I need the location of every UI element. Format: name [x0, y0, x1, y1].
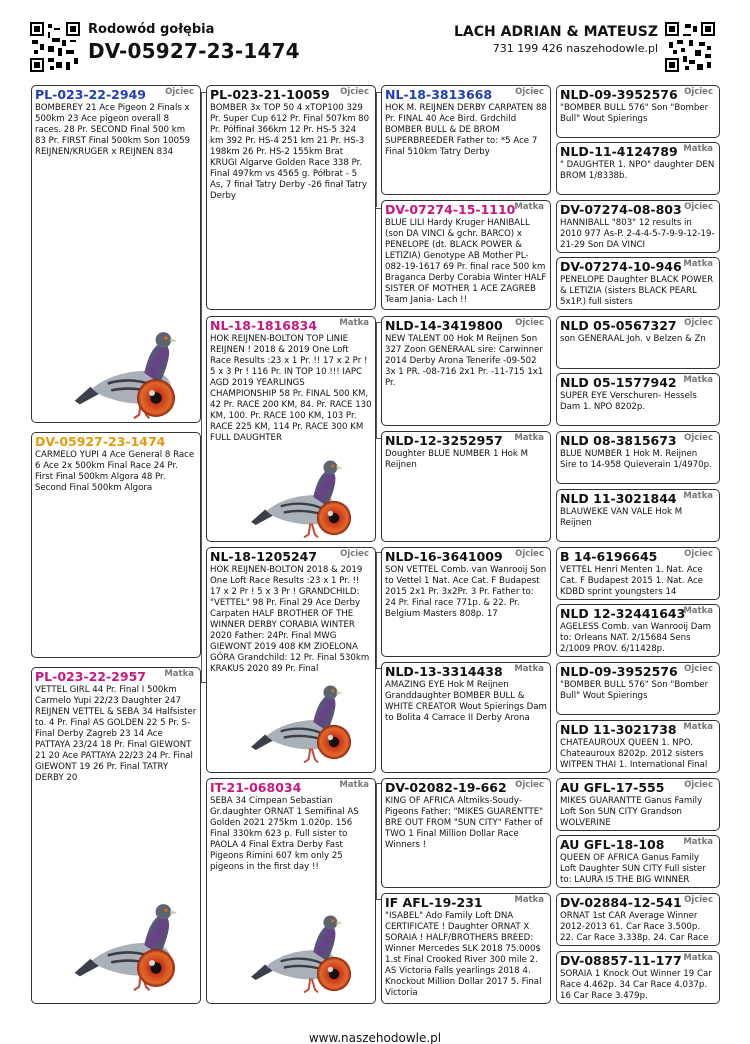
pedigree-tag: Matka	[683, 837, 713, 847]
grandsire-paternal-card[interactable]	[206, 85, 376, 310]
father-info: BOMBEREY 21 Ace Pigeon 2 Finals x 500km 23 Ace pigeon overall 8 races. 28 Pr. SECOND Final 500 km 83 Pr. FIRST Final 500km Son 10059 REIJNEN/KRUGER x REIJNEN 834	[35, 103, 191, 157]
mother-info: VETTEL GIRL 44 Pr. Final I 500km Carmelo Yupi 22/23 Daughter 247 REIJNEN VETTEL & SEBA 34 Halfsister to. 4 Pr. Final AS GOLDEN 22 5 Pr. S-Final Derby Zagreb 23 14 Ace PATTAYA 23/24 18 Pr. Final GIEWONT 21 20 Ace PATTAYA 22/23 24 Pr. Final GIEWONT 19 26 Pr. Final TATRY DERBY 20	[35, 685, 197, 783]
pedigree-ring: NL-18-3813668	[385, 87, 493, 102]
document-title-ring: DV-05927-23-1474	[88, 39, 300, 63]
pedigree-ring: NL-18-1205247	[210, 549, 318, 564]
gen4-card[interactable]	[556, 373, 720, 426]
pedigree-info: " DAUGHTER 1. NPO" daughter DEN BROM 1/8338b.	[560, 160, 715, 181]
pedigree-tag: Matka	[514, 664, 544, 674]
pedigree-tag: Ojciec	[515, 780, 544, 790]
pedigree-tag: Ojciec	[515, 318, 544, 328]
pedigree-info: HOK M. REIJNEN DERBY CARPATEN 88 Pr. FINAL 40 Ace Bird. Grdchild BOMBER BULL & DE BROM SUPERBREEDER Father to: *5 Ace 7 Final 510km Tatry Derby	[385, 103, 547, 157]
gen4-card[interactable]	[556, 835, 720, 888]
gen4-card[interactable]	[556, 662, 720, 715]
pedigree-ring: NLD 11-3021738	[560, 722, 677, 737]
pedigree-ring: NLD-09-3952576	[560, 664, 678, 679]
pedigree-ring: NL-18-1816834	[210, 318, 318, 333]
pedigree-info: BOMBER 3x TOP 50 4 xTOP100 329 Pr. Super Cup 612 Pr. Final 507km 80 Pr. Półfinał 366km 12 Pr. HS-5 324 km 392 Pr. HS-4 251 km 21 Pr. HS-3 198km 26 Pr. HS-2 155km Brat KRUGI Algarve Golden Race 338 Pr. Final 497km vs 4565 g. Półbrat - 5 As, 7 finał Tatry Derby -26 finał Tatry Derby	[210, 103, 370, 201]
gen3-card[interactable]	[381, 200, 551, 310]
pedigree-ring: NLD-13-3314438	[385, 664, 503, 679]
gen3-card[interactable]	[381, 547, 551, 657]
pedigree-ring: IF AFL-19-231	[385, 895, 483, 910]
qr-code-right	[665, 22, 715, 72]
pedigree-tag: Ojciec	[684, 664, 713, 674]
document-subtitle: Rodowód gołębia	[88, 22, 215, 37]
pedigree-tag: Ojciec	[684, 780, 713, 790]
pedigree-info: VETTEL Henri Menten 1. Nat. Ace Cat. F Budapest 2015 1. Nat. Ace KDBD sprint youngsters 14	[560, 565, 703, 597]
pedigree-ring: NLD 11-3021844	[560, 491, 677, 506]
pedigree-info: QUEEN OF AFRICA Ganus Family Loft Daughter SUN CITY Full sister to: LAURA IS THE BIG WINNER	[560, 853, 706, 885]
gen4-card[interactable]	[556, 431, 720, 484]
pedigree-ring: NLD-09-3952576	[560, 87, 678, 102]
pedigree-info: BLAUWEKE VAN VALE Hok M Reijnen	[560, 507, 683, 528]
gen4-card[interactable]	[556, 257, 720, 310]
pedigree-ring: IT-21-068034	[210, 780, 302, 795]
pedigree-info: HANNIBALL "803" 12 results in 2010 977 As-P. 2-4-4-5-7-9-9-12-19-21-29 Son DA VINCI	[560, 218, 715, 250]
pedigree-tag: Matka	[683, 259, 713, 269]
pedigree-info: SON VETTEL Comb. van Wanrooij Son to Vettel 1 Nat. Ace Cat. F Budapest 2015 2x1 Pr. 3x2Pr. 3 Pr. Father to: 24 Pr. Final race 771p. & 22. Pr. Belgium Masters 808p. 17	[385, 565, 547, 619]
pedigree-tag: Ojciec	[684, 202, 713, 212]
gen4-card[interactable]	[556, 720, 720, 773]
father-tag: Ojciec	[165, 87, 194, 97]
pedigree-info: AMAZING EYE Hok M Reijnen Granddaughter BOMBER BULL & WHITE CREATOR Wout Spierings Dam to Bolita 4 Carrace II Derby Arona	[385, 680, 547, 723]
pedigree-ring: DV-02884-12-541	[560, 895, 682, 910]
pedigree-tag: Matka	[683, 375, 713, 385]
pedigree-info: HOK REIJNEN-BOLTON 2018 & 2019 One Loft Race Results :23 x 1 Pr. !! 17 x 2 Pr ! 5 x 3 Pr ! GRANDCHILD: "VETTEL" 98 Pr. Final 29 Ace Derby Carpaten HALF BROTHER OF THE WINNER DERBY CORABIA WINTER 2020 Father: 24Pr. Final MWG GIEWONT 2019 408 KM ZIOELONA GÓRA Grandchild: 12 Pr. Final 530km KRAKUS 2020 89 Pr. Final	[210, 565, 370, 674]
pedigree-tag: Ojciec	[684, 433, 713, 443]
pedigree-tag: Matka	[339, 780, 369, 790]
subject-card[interactable]	[31, 432, 201, 658]
pedigree-info: KING OF AFRICA Altmiks-Soudy-Pigeons Father: "MIKES GUARENTTE" BRE OUT FROM "SUN CITY" Father of TWO 1 Final Million Dollar Race Winners !	[385, 796, 544, 850]
pedigree-ring: NLD-16-3641009	[385, 549, 503, 564]
pedigree-tag: Ojciec	[515, 87, 544, 97]
pedigree-ring: B 14-6196645	[560, 549, 658, 564]
gen4-card[interactable]	[556, 489, 720, 542]
pedigree-tag: Matka	[683, 606, 713, 616]
pedigree-ring: NLD-11-4124789	[560, 144, 678, 159]
gen4-card[interactable]	[556, 778, 720, 831]
pedigree-tag: Ojciec	[684, 549, 713, 559]
pedigree-tag: Ojciec	[684, 87, 713, 97]
pedigree-ring: PL-023-21-10059	[210, 87, 330, 102]
pigeon-eye-mother	[136, 948, 176, 988]
pedigree-info: "BOMBER BULL 576" Son "Bomber Bull" Wout Spierings	[560, 103, 709, 124]
pedigree-tag: Matka	[683, 722, 713, 732]
gen3-card[interactable]	[381, 893, 551, 1004]
pedigree-info: SEBA 34 Cimpean Sebastian Gr.daughter ORNAT 1 Semifinal AS Golden 2021 275km 1.020p. 156 Final 330km 623 p. Full sister to PAOLA 4 Final Extra Derby Fast Pigeons Rimini 607 km only 25 pigeons in the first day !!	[210, 796, 359, 872]
gen4-card[interactable]	[556, 85, 720, 138]
pedigree-ring: NLD-14-3419800	[385, 318, 503, 333]
pedigree-tag: Matka	[339, 318, 369, 328]
gen4-card[interactable]	[556, 142, 720, 195]
pedigree-info: MIKES GUARANTTE Ganus Family Loft Son SUN CITY Grandson WOLVERINE	[560, 796, 703, 828]
pedigree-tag: Ojciec	[684, 318, 713, 328]
pigeon-eye-father	[136, 378, 176, 418]
pedigree-info: AGELESS Comb. van Wanrooij Dam to: Orleans NAT. 2/15684 Sens 2/1009 PROV. 6/11428p.	[560, 622, 712, 654]
gen3-card[interactable]	[381, 85, 551, 195]
mother-ring: PL-023-22-2957	[35, 669, 146, 684]
pigeon-eye-granddam	[316, 500, 352, 536]
pedigree-info: BLUE LILI Hardy Kruger HANIBALL (son DA VINCI & gchr. BARCO) x PENELOPE (dt. BLACK POWER & LETIZIA) Genotype AB Mother PL-082-19-1617 69 Pr. final race 500 km Braganca Derby Corabia Winter HALF SISTER OF MOTHER 1 ACE ZAGREB Team Jania- Lach !!	[385, 218, 547, 305]
pedigree-info: Doughter BLUE NUMBER 1 Hok M Reijnen	[385, 449, 529, 470]
pedigree-ring: DV-07274-10-946	[560, 259, 682, 274]
footer-website[interactable]: www.naszehodowle.pl	[308, 1031, 442, 1044]
father-ring: PL-023-22-2949	[35, 87, 146, 102]
gen4-card[interactable]	[556, 893, 720, 946]
pedigree-ring: AU GFL-17-555	[560, 780, 665, 795]
pedigree-info: son GENERAAL Joh. v Belzen & Zn	[560, 334, 706, 344]
pedigree-tag: Matka	[514, 895, 544, 905]
gen4-card[interactable]	[556, 200, 720, 253]
gen4-card[interactable]	[556, 951, 720, 1004]
mother-tag: Matka	[164, 669, 194, 679]
qr-code-left	[30, 22, 80, 72]
owner-contact: 731 199 426 naszehodowle.pl	[492, 42, 658, 55]
gen3-card[interactable]	[381, 431, 551, 542]
gen3-card[interactable]	[381, 662, 551, 773]
gen3-card[interactable]	[381, 778, 551, 888]
pedigree-ring: DV-02082-19-662	[385, 780, 507, 795]
pedigree-tag: Matka	[683, 491, 713, 501]
pigeon-eye-granddam-maternal	[316, 956, 352, 992]
pedigree-info: PENELOPE Daughter BLACK POWER & LETIZIA (sisters BLACK PEARL 5x1P.) full sisters	[560, 275, 714, 307]
pigeon-eye-grandsire	[316, 724, 352, 760]
pedigree-ring: NLD 12-32441643	[560, 606, 686, 621]
pedigree-info: CHATEAUROUX QUEEN 1. NPO. Chateauroux 8202p. 2012 sisters WITPEN THAI 1. International Final	[560, 738, 708, 770]
pedigree-ring: DV-08857-11-177	[560, 953, 682, 968]
subject-info: CARMELO YUPI 4 Ace General 8 Race 6 Ace 2x 500km Final Race 24 Pr. First Final 500km Algora 48 Pr. Second Final 500km Algora	[35, 450, 195, 493]
pedigree-info: NEW TALENT 00 Hok M Reijnen Son 327 Zoon GENERAAL sire: Carwinner 2014 Derby Arona Tenerife -09-502 3x 1 PR. -08-716 2x1 Pr. -11-715 1x1 Pr.	[385, 334, 544, 388]
pedigree-ring: NLD 08-3815673	[560, 433, 677, 448]
gen3-card[interactable]	[381, 316, 551, 426]
pedigree-ring: NLD 05-0567327	[560, 318, 677, 333]
pedigree-tag: Ojciec	[515, 549, 544, 559]
gen4-card[interactable]	[556, 316, 720, 369]
pedigree-info: ORNAT 1st CAR Average Winner 2012-2013 61. Car Race 3.500p. 22. Car Race 3.338p. 24. Car Race	[560, 911, 709, 943]
pedigree-ring: AU GFL-18-108	[560, 837, 665, 852]
pedigree-info: BLUE NUMBER 1 Hok M. Reijnen Sire to 14-958 Quieverain 1/4970p.	[560, 449, 712, 470]
gen4-card[interactable]	[556, 604, 720, 657]
pedigree-ring: NLD 05-1577942	[560, 375, 677, 390]
pedigree-ring: DV-07274-15-1110	[385, 202, 516, 217]
pedigree-ring: NLD-12-3252957	[385, 433, 503, 448]
pedigree-info: "ISABEL" Ado Family Loft DNA CERTIFICATE ! Daughter ORNAT X SORAIA ! HALF/BROTHERS BREED: Winner Mercedes SLK 2018 75.000$ 1.st Final Crooked River 300 mile 2. AS Victoria Falls yearlings 2018 4. Knockout Million Dollar 2017 5. Final Victoria	[385, 911, 542, 998]
pedigree-info: HOK REIJNEN-BOLTON TOP LINIE REIJNEN ! 2018 & 2019 One Loft Race Results :23 x 1 Pr. !! 17 x 2 Pr ! 5 x 3 Pr ! 116 Pr. IN TOP 10 !!! IAPC AGD 2019 YEARLINGS CHAMPIONSHIP 58 Pr. FINAL 500 KM, 42 Pr. RACE 200 KM, 84. Pr. RACE 130 KM, 100. Pr. RACE 100 KM, 103 Pr. RACE 225 KM, 114 Pr. RACE 300 KM FULL DAUGHTER	[210, 334, 372, 443]
pedigree-tag: Matka	[514, 433, 544, 443]
pedigree-info: SORAIA 1 Knock Out Winner 19 Car Race 4.462p. 34 Car Race 4.037p. 16 Car Race 3.479p.	[560, 969, 712, 1001]
pedigree-ring: DV-07274-08-803	[560, 202, 682, 217]
owner-name: LACH ADRIAN & MATEUSZ	[454, 24, 658, 40]
pedigree-tag: Matka	[683, 144, 713, 154]
pedigree-tag: Ojciec	[340, 87, 369, 97]
pedigree-info: "BOMBER BULL 576" Son "Bomber Bull" Wout Spierings	[560, 680, 709, 701]
pedigree-info: SUPER EYE Verschuren- Hessels Dam 1. NPO 8202p.	[560, 391, 697, 412]
gen4-card[interactable]	[556, 547, 720, 600]
pedigree-tag: Ojciec	[684, 895, 713, 905]
pedigree-tag: Matka	[514, 202, 544, 212]
subject-ring: DV-05927-23-1474	[35, 434, 166, 449]
pedigree-tag: Ojciec	[340, 549, 369, 559]
pedigree-tag: Matka	[683, 953, 713, 963]
